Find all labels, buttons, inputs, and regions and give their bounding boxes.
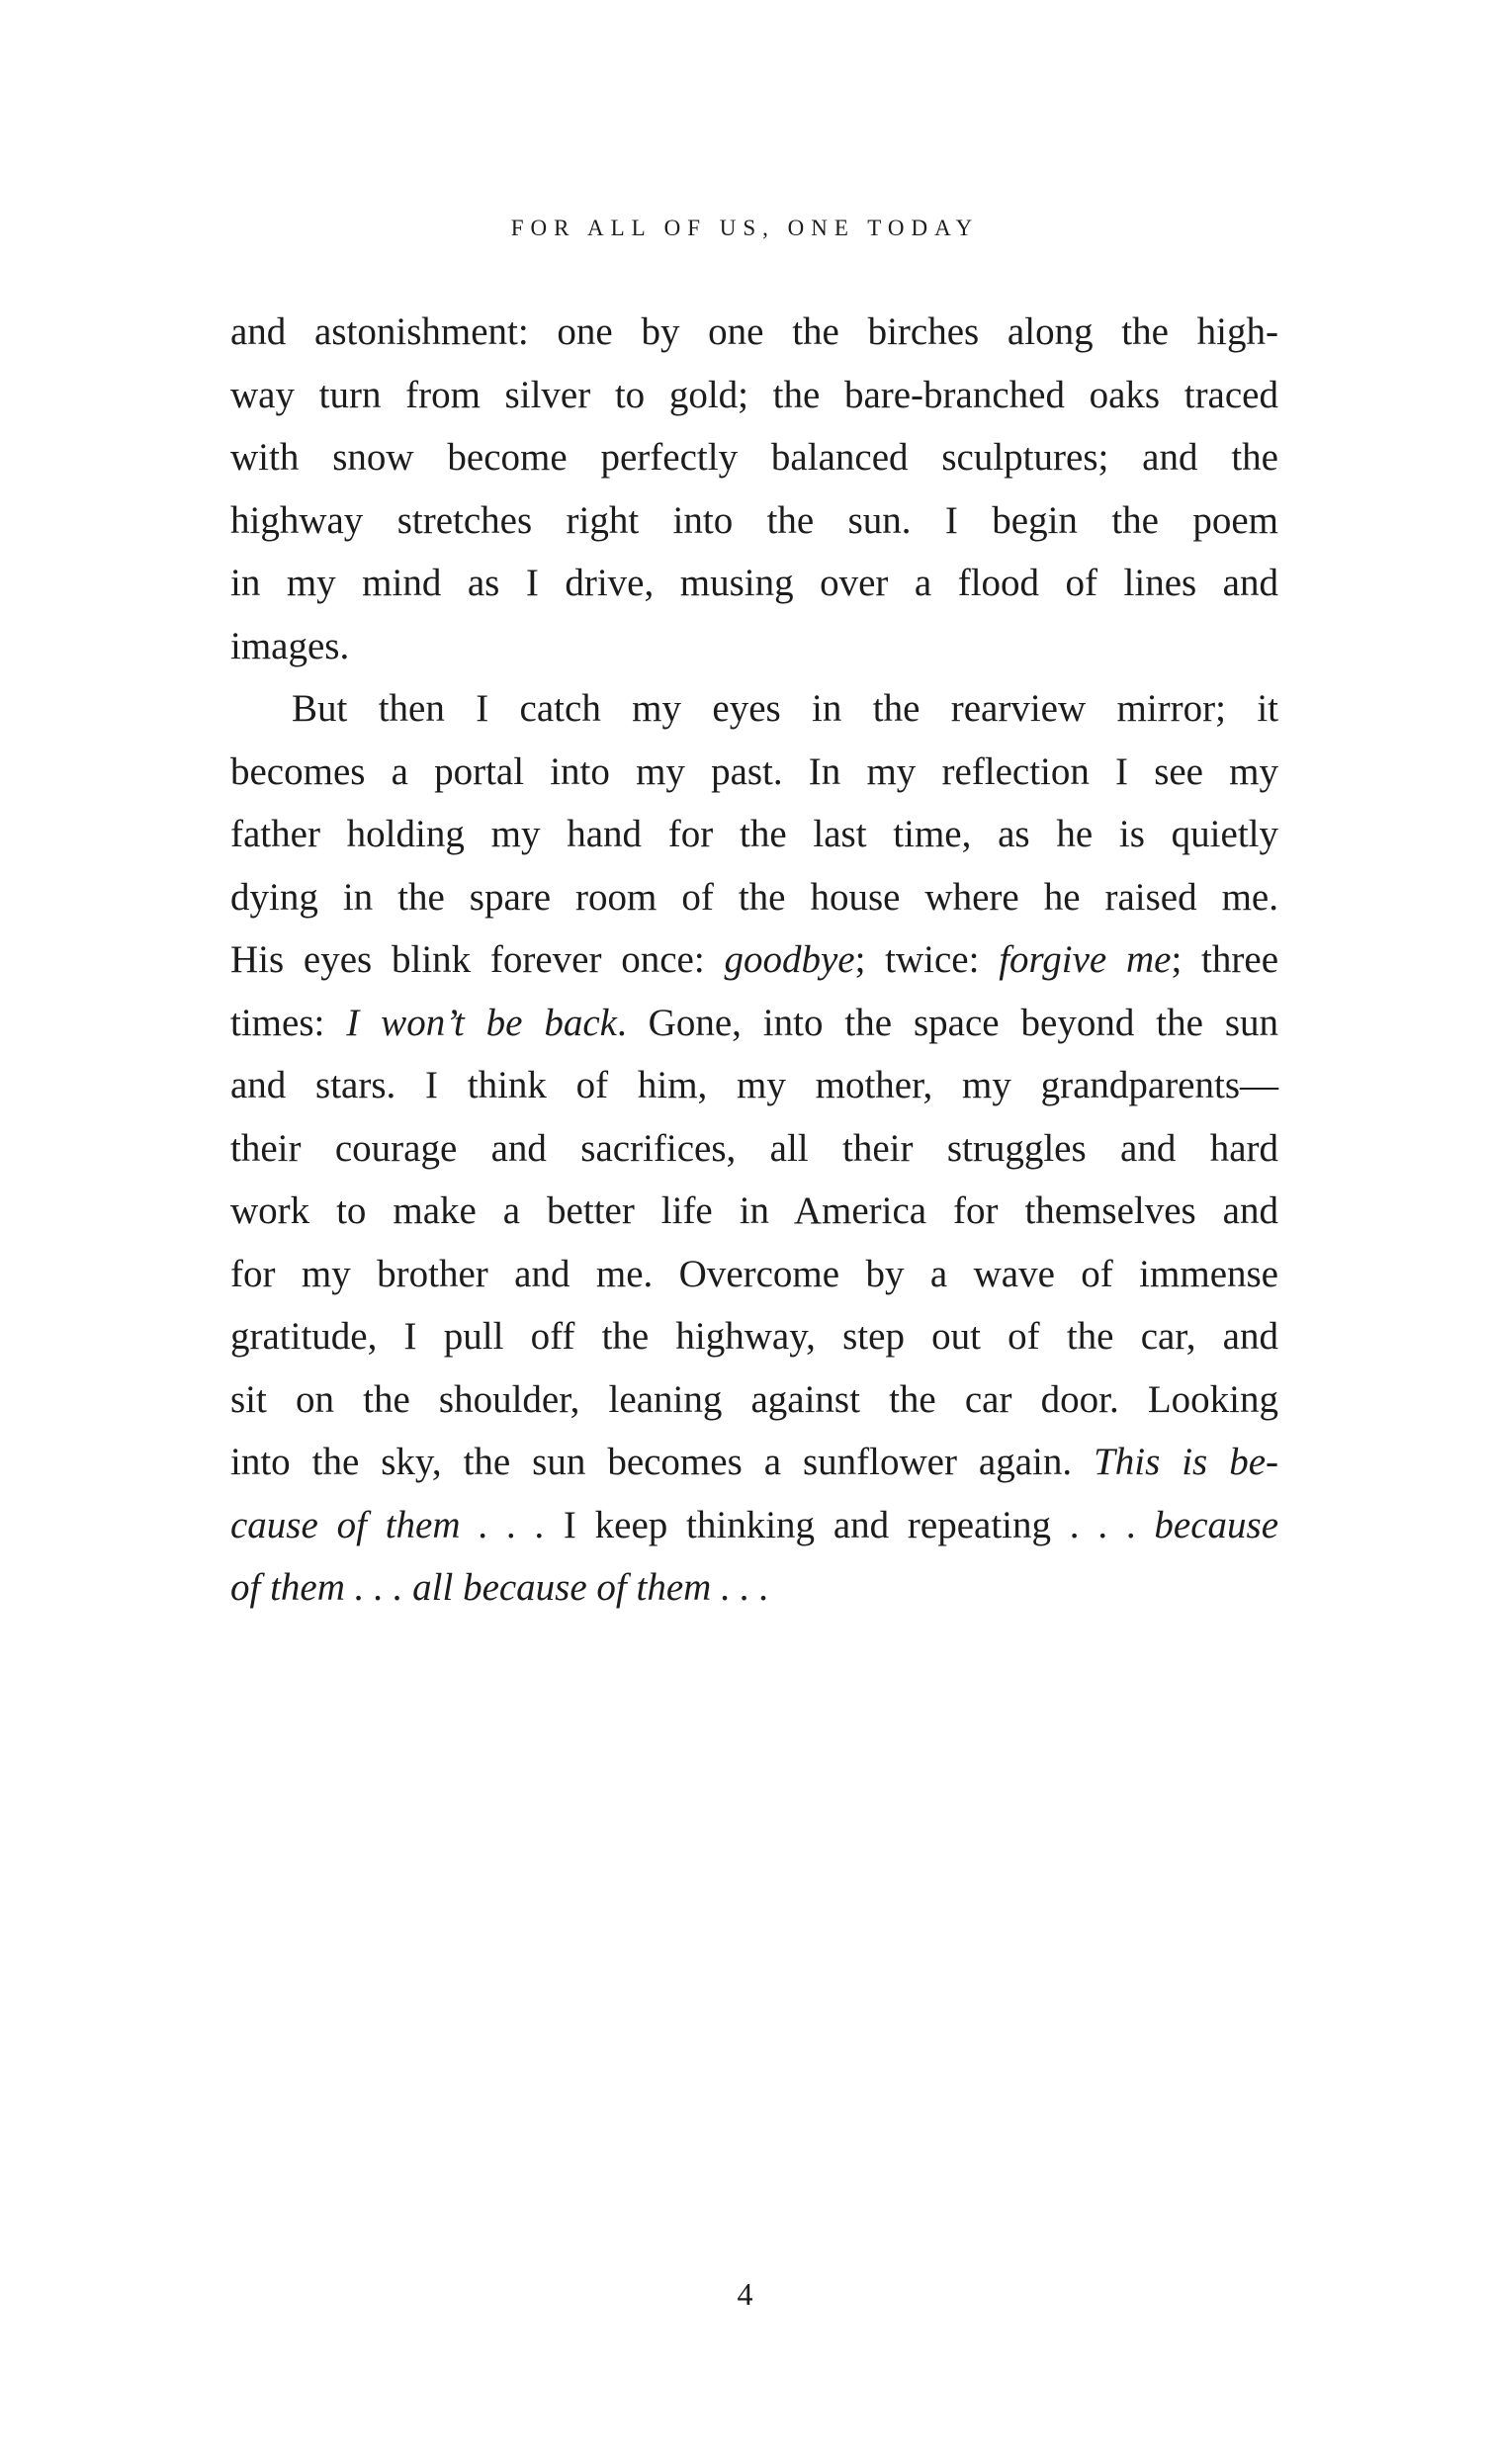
text-run: dying in the spare room of the house where he raised me. bbox=[230, 875, 1278, 919]
text-line bbox=[230, 426, 1278, 489]
italic-phrase: because bbox=[1154, 1503, 1278, 1546]
text-run: gratitude, I pull off the highway, step out of the car, and bbox=[230, 1315, 1278, 1358]
running-head: FOR ALL OF US, ONE TODAY bbox=[510, 216, 980, 240]
text-run: work to make a better life in America for themselves and bbox=[230, 1189, 1278, 1232]
text-line bbox=[230, 301, 1278, 364]
italic-phrase: forgive me bbox=[999, 938, 1172, 981]
text-run: with snow become perfectly balanced sculptures; and the bbox=[230, 436, 1278, 479]
italic-phrase: cause of them . . . bbox=[230, 1503, 546, 1546]
text-run: . Gone, into the space beyond the sun bbox=[616, 1001, 1278, 1044]
text-line bbox=[230, 552, 1278, 615]
italic-phrase: This is be- bbox=[1094, 1441, 1278, 1483]
text-line bbox=[230, 866, 1278, 929]
text-run: sit on the shoulder, leaning against the car door. Looking bbox=[230, 1377, 1278, 1421]
text-line bbox=[230, 1243, 1278, 1306]
body-text bbox=[230, 301, 1278, 1620]
text-run: His eyes blink forever once: bbox=[230, 938, 725, 981]
text-run: and astonishment: one by one the birches along the high- bbox=[230, 310, 1278, 353]
text-line bbox=[230, 364, 1278, 427]
text-run: their courage and sacrifices, all their struggles and hard bbox=[230, 1126, 1278, 1170]
text-run: into the sky, the sun becomes a sunflower again. bbox=[230, 1441, 1095, 1483]
text-line bbox=[230, 1431, 1278, 1494]
text-run: ; three bbox=[1171, 938, 1278, 981]
text-line bbox=[230, 928, 1278, 992]
text-line bbox=[230, 615, 1278, 678]
text-line bbox=[230, 803, 1278, 866]
text-run: way turn from silver to gold; the bare-branched oaks traced bbox=[230, 373, 1278, 416]
italic-phrase: I won’t be back bbox=[346, 1001, 617, 1044]
page-number: 4 bbox=[737, 2276, 753, 2312]
text-run: becomes a portal into my past. In my reflection I see my bbox=[230, 749, 1278, 793]
text-run: and stars. I think of him, my mother, my grandparents— bbox=[230, 1064, 1278, 1106]
text-run: But then I catch my eyes in the rearview mirror; it bbox=[292, 687, 1278, 730]
text-run: I keep thinking and repeating . . . bbox=[545, 1503, 1155, 1546]
text-run: ; twice: bbox=[854, 938, 1000, 981]
text-run: times: bbox=[230, 1001, 347, 1044]
text-run: in my mind as I drive, musing over a flood of lines and bbox=[230, 562, 1278, 604]
text-run: images. bbox=[230, 624, 350, 667]
text-line bbox=[230, 677, 1278, 741]
text-line bbox=[230, 1117, 1278, 1181]
text-line bbox=[230, 489, 1278, 553]
text-run: for my brother and me. Overcome by a wave of immense bbox=[230, 1252, 1278, 1295]
paragraph bbox=[230, 301, 1278, 677]
text-run: highway stretches right into the sun. I begin the poem bbox=[230, 498, 1278, 542]
text-line bbox=[230, 1494, 1278, 1557]
italic-phrase: goodbye bbox=[724, 938, 855, 981]
text-line bbox=[230, 741, 1278, 804]
text-line bbox=[230, 1054, 1278, 1117]
text-line bbox=[230, 1368, 1278, 1432]
text-line bbox=[230, 1305, 1278, 1368]
italic-phrase: of them . . . all because of them . . . bbox=[230, 1566, 769, 1609]
paragraph bbox=[230, 677, 1278, 1620]
text-line bbox=[230, 1556, 1278, 1620]
text-line bbox=[230, 992, 1278, 1055]
text-line bbox=[230, 1180, 1278, 1243]
text-run: father holding my hand for the last time, as he is quietly bbox=[230, 813, 1278, 855]
